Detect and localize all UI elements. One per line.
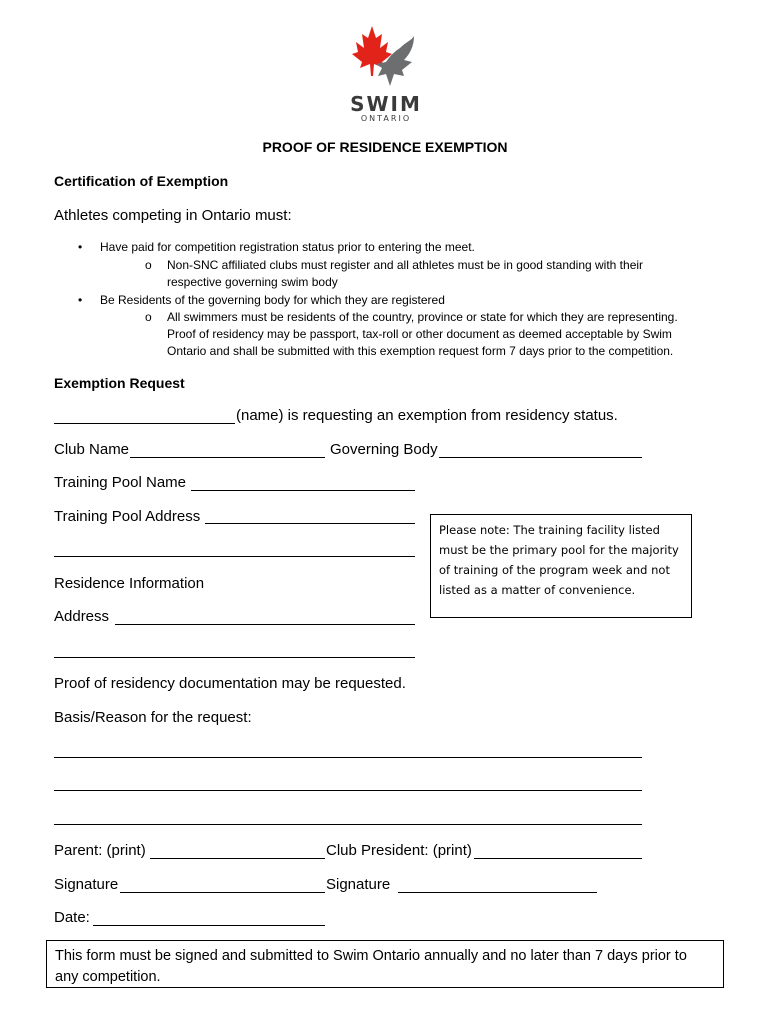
training-pool-address-field-line[interactable]	[205, 523, 415, 524]
page-title: PROOF OF RESIDENCE EXEMPTION	[262, 139, 508, 155]
sub-item-1-line1: Non-SNC affiliated clubs must register and all athletes must be in good standing with their	[167, 258, 644, 272]
certification-heading: Certification of Exemption	[54, 173, 229, 189]
training-pool-name-label: Training Pool Name	[54, 474, 187, 491]
sub-item-2-line2: Proof of residency may be passport, tax-roll or other document as deemed acceptable by Swim	[167, 327, 672, 341]
training-facility-note-box	[430, 514, 692, 618]
name-field-line[interactable]	[54, 423, 235, 424]
date-label: Date:	[54, 909, 90, 926]
basis-field-line-3[interactable]	[54, 824, 642, 825]
parent-print-label: Parent: (print)	[54, 842, 146, 859]
club-name-field-line[interactable]	[130, 457, 325, 458]
governing-body-field-line[interactable]	[439, 457, 642, 458]
note-line-4: listed as a matter of convenience.	[439, 583, 636, 597]
basis-label: Basis/Reason for the request:	[54, 709, 252, 726]
address-field-line-2[interactable]	[54, 657, 415, 658]
footer-notice-line-1: This form must be signed and submitted to Swim Ontario annually and no later than 7 days prior to	[55, 948, 687, 964]
footer-notice-line-2: any competition.	[55, 969, 161, 985]
sub-item-2-line1: All swimmers must be residents of the country, province or state for which they are representing.	[167, 310, 678, 324]
signature-field-line-2[interactable]	[398, 892, 597, 893]
note-line-2: must be the primary pool for the majority	[439, 543, 679, 557]
governing-body-label: Governing Body	[330, 441, 438, 458]
note-line-3: of training of the program week and not	[439, 563, 670, 577]
note-line-1: Please note: The training facility listed	[439, 523, 660, 537]
training-pool-address-field-line-2[interactable]	[54, 556, 415, 557]
signature-field-line-1[interactable]	[120, 892, 325, 893]
sub-item-2-line3: Ontario and shall be submitted with this exemption request form 7 days prior to the competition.	[167, 344, 674, 358]
footer-notice-box	[46, 940, 724, 988]
basis-field-line-2[interactable]	[54, 790, 642, 791]
parent-print-field-line[interactable]	[150, 858, 325, 859]
club-president-print-label: Club President: (print)	[326, 842, 472, 859]
bullet-marker: •	[78, 293, 83, 307]
basis-field-line-1[interactable]	[54, 757, 642, 758]
signature-label-2: Signature	[326, 876, 391, 893]
training-pool-name-field-line[interactable]	[191, 490, 415, 491]
name-field-suffix: (name) is requesting an exemption from residency status.	[236, 407, 618, 424]
sub-bullet-marker: o	[145, 258, 152, 272]
signature-label-1: Signature	[54, 876, 119, 893]
address-field-line[interactable]	[115, 624, 415, 625]
club-president-print-field-line[interactable]	[474, 858, 642, 859]
certification-intro: Athletes competing in Ontario must:	[54, 207, 292, 224]
logo-wordmark: SWIM	[350, 92, 422, 116]
residence-info-label: Residence Information	[54, 575, 205, 592]
date-field-line[interactable]	[93, 925, 325, 926]
training-pool-address-label: Training Pool Address	[54, 508, 201, 525]
bullet-marker: •	[78, 240, 83, 254]
sub-bullet-marker: o	[145, 310, 152, 324]
proof-note: Proof of residency documentation may be requested.	[54, 675, 406, 692]
club-name-label: Club Name	[54, 441, 130, 458]
address-label: Address	[54, 608, 110, 625]
bullet-item-2: Be Residents of the governing body for which they are registered	[100, 293, 445, 307]
bullet-item-1: Have paid for competition registration status prior to entering the meet.	[100, 240, 475, 254]
exemption-heading: Exemption Request	[54, 375, 185, 391]
logo-subtitle: ONTARIO	[360, 114, 412, 123]
sub-item-1-line2: respective governing swim body	[167, 275, 338, 289]
